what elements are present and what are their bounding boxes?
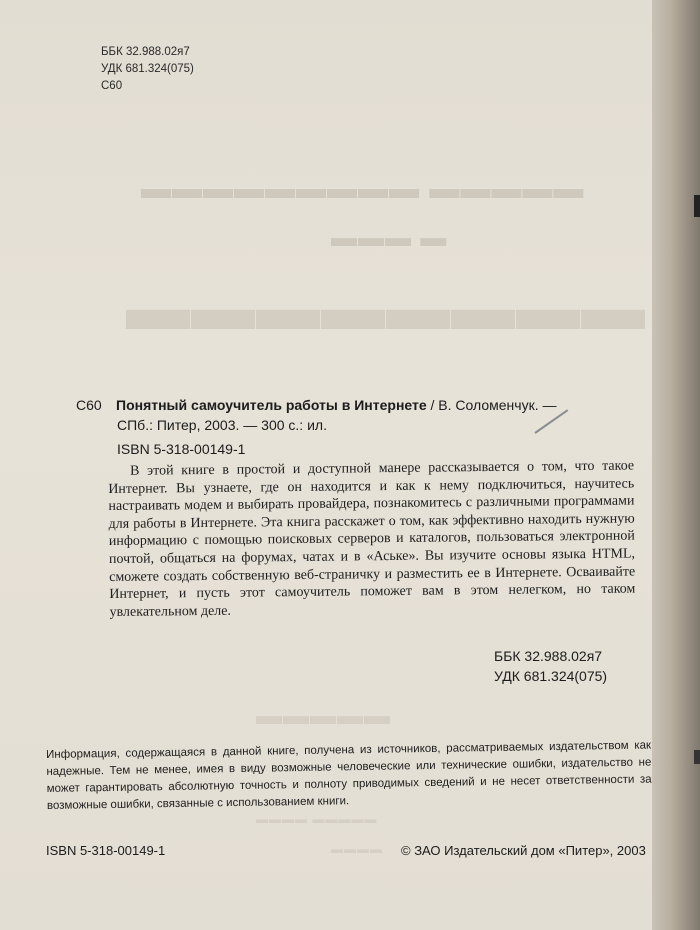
annotation-text: В этой книге в простой и доступной манере рассказывается о том, что такое Интернет. Вы узнаете, где он находится и как к нему подключиться, научитесь настраивать модем и выбирать провайдера, познакомитесь с различными программами для работы в Интернете. Эта книга расскажет о том, как эффективно находить нужную информацию с помощью поисковых серверов и каталогов, пользоваться электронной почтой, общаться на форумах, чатах и в «Аське». Вы изучите основы языка HTML, сможете создать собственную веб-страничку и разместить ее в Интернете. Осваивайте Интернет, и пусть этот самоучитель поможет вам в этом нелегком, но таком увлекательном деле. (108, 458, 636, 620)
author-mark: С60 (101, 80, 123, 92)
copyright-notice: © ЗАО Издательский дом «Питер», 2003 (401, 843, 646, 858)
book-title: Понятный самоучитель работы в Интернете (116, 397, 427, 413)
bbk-code: ББК 32.988.02я7 (494, 648, 603, 664)
publication-info: СПб.: Питер, 2003. — 300 с.: ил. (117, 417, 327, 433)
show-through-text: ▬▬▬▬▬ ▬▬▬▬ (255, 812, 377, 826)
bbk-code: ББК 32.988.02я7 (101, 46, 190, 58)
show-through-text: ▬▬▬▬ (330, 842, 382, 856)
book-author: / В. Соломенчук. — (426, 397, 557, 413)
record-isbn: ISBN 5-318-00149-1 (117, 441, 246, 457)
udk-code: УДК 681.324(075) (101, 63, 194, 75)
show-through-text: ▬ ▬▬▬ (330, 222, 447, 252)
record-code: С60 (76, 397, 102, 413)
show-through-text: ▬▬▬▬▬ ▬▬▬▬▬▬▬▬▬ (140, 172, 584, 205)
classification-codes (494, 646, 607, 686)
show-through-logo: ▬▬▬▬▬ (255, 700, 390, 730)
bibliographic-record (76, 395, 636, 459)
show-through-text: ▬▬▬▬▬▬▬▬ (125, 271, 645, 343)
footer-isbn: ISBN 5-318-00149-1 (46, 843, 166, 858)
udk-code: УДК 681.324(075) (494, 668, 608, 684)
page-edge-mark (694, 195, 700, 217)
disclaimer-text: Информация, содержащаяся в данной книге, получена из источников, рассматриваемых издательством как надежные. Тем не менее, имея в виду возможные человеческие или технические ошибки, издательство не может гарантировать абсолютную точность и полноту приводимых сведений и не несет ответственности за возможные ошибки, связанные с использованием книги. (46, 739, 652, 812)
page-edge-mark (694, 750, 700, 764)
header-codes (101, 44, 194, 95)
adjacent-page-edge (652, 0, 700, 930)
